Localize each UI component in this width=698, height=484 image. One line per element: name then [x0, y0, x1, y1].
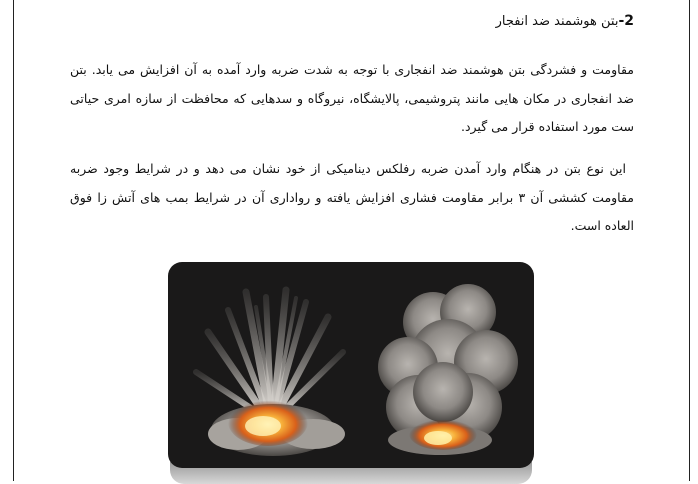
paragraph-2-text: این نوع بتن در هنگام وارد آمدن ضربه رفلکس دینامیکی از خود نشان می دهد و در شرایط وجود ضربه مقاومت کششی آن ۳ برابر مقاومت فشاری افزایش یافته و رواداری آن در شرایط بمب های آتش زا فوق العاده است. [70, 161, 635, 233]
page-border-left [13, 0, 14, 481]
section-heading [496, 8, 634, 35]
section-number: 2- [618, 13, 634, 29]
page-border-right [689, 0, 690, 481]
paragraph-2 [70, 155, 634, 241]
explosion-illustration [168, 262, 534, 468]
paragraph-1: مقاومت و فشردگی بتن هوشمند ضد انفجاری با توجه به شدت ضربه وارد آمده به آن افزایش می یابد. بتن ضد انفجاری در مکان هایی مانند پتروشیمی، پالایشگاه، نیروگاه و سدهایی که محافظت از سازه امری حیاتی ست مورد استفاده قرار می گیرد. [70, 62, 634, 134]
section-title: بتن هوشمند ضد انفجار [495, 14, 619, 29]
explosion-icon [168, 262, 534, 468]
